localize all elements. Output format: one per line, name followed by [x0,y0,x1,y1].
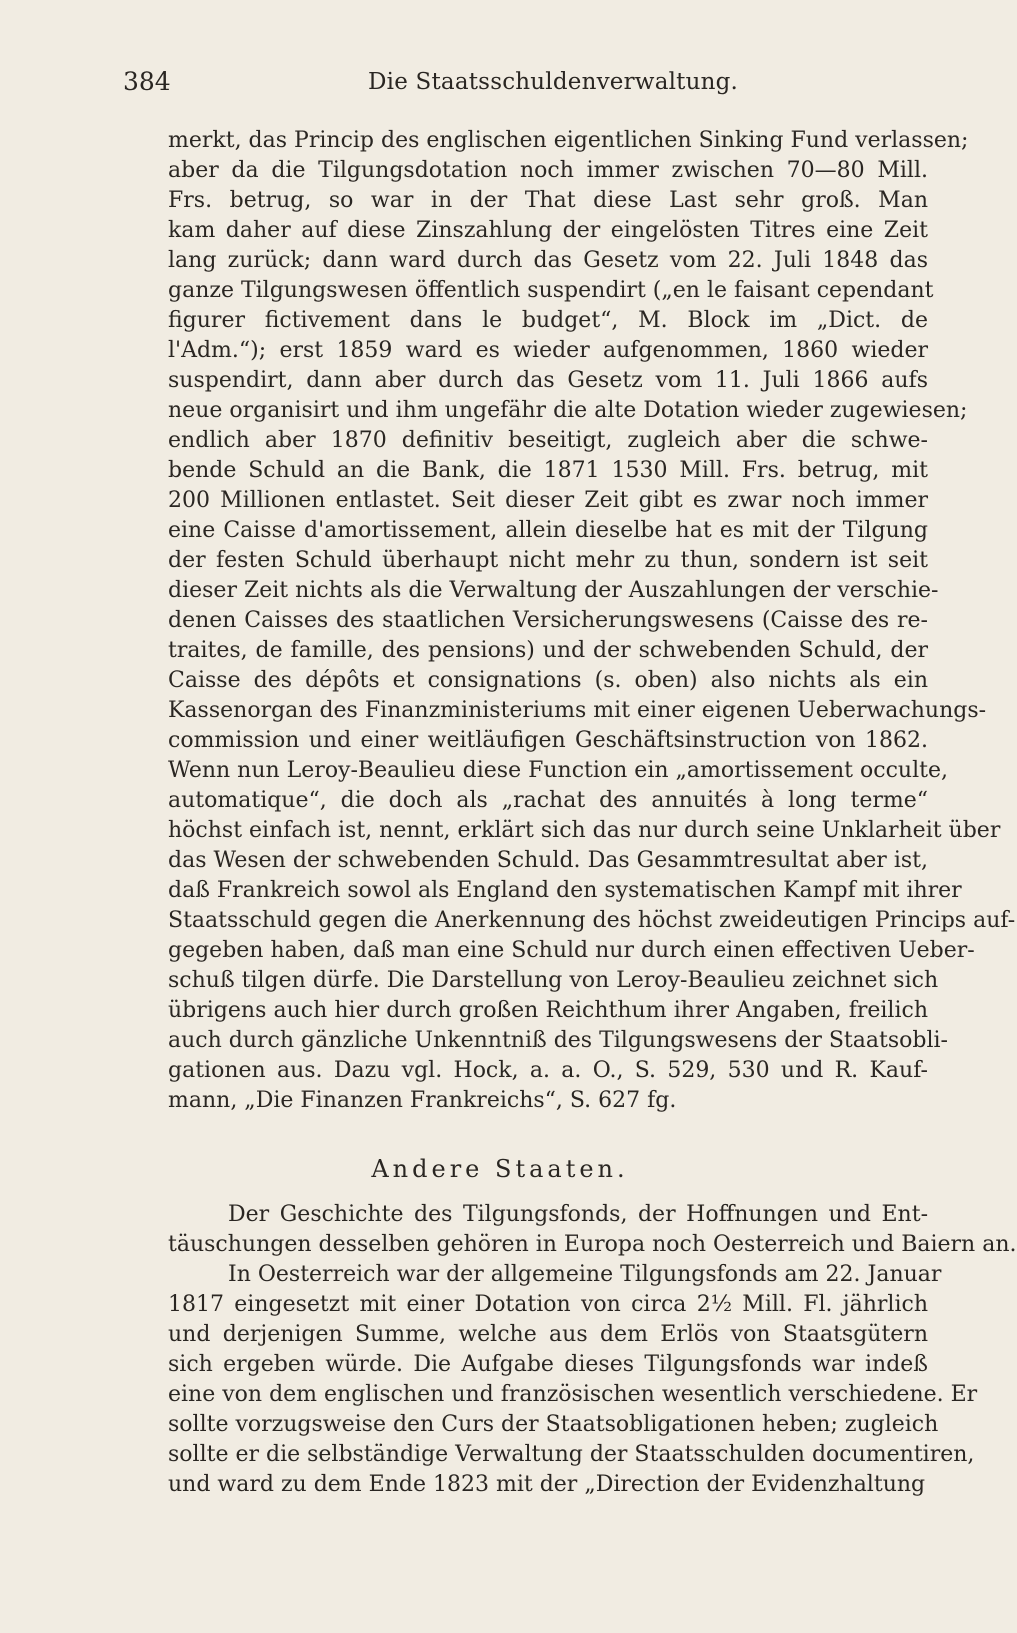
text-line: merkt, das Princip des englischen eigentlichen Sinking Fund verlassen; [168,128,969,153]
text-line: übrigens auch hier durch großen Reichthum ihrer Angaben, freilich [168,998,928,1023]
text-line: das Wesen der schwebenden Schuld. Das Gesammtresultat aber ist, [168,848,928,873]
text-line: höchst einfach ist, nennt, erklärt sich das nur durch seine Unklarheit über [168,818,1001,843]
text-line: sich ergeben würde. Die Aufgabe dieses Tilgungsfonds war indeß [168,1352,928,1377]
text-line: 200 Millionen entlastet. Seit dieser Zeit gibt es zwar noch immer [168,488,928,513]
text-line: auch durch gänzliche Unkenntniß des Tilgungswesens der Staatsobli- [168,1028,948,1053]
text-line: der festen Schuld überhaupt nicht mehr zu thun, sondern ist seit [168,548,928,573]
page-header [123,62,923,102]
text-line: In Oesterreich war der allgemeine Tilgungsfonds am 22. Januar [228,1262,942,1287]
text-line: daß Frankreich sowol als England den systematischen Kampf mit ihrer [168,878,962,903]
text-line: endlich aber 1870 definitiv beseitigt, zugleich aber die schwe- [168,428,928,453]
text-line: und derjenigen Summe, welche aus dem Erlös von Staatsgütern [168,1322,928,1347]
text-line: bende Schuld an die Bank, die 1871 1530 Mill. Frs. betrug, mit [168,458,928,483]
paragraph-main [168,126,1016,1116]
text-line: ganze Tilgungswesen öffentlich suspendirt („en le faisant cependant [168,278,934,303]
text-line: commission und einer weitläufigen Geschäftsinstruction von 1862. [168,728,928,753]
paragraph-oesterreich [168,1260,978,1500]
text-line: automatique“, die doch als „rachat des annuités à long terme“ [168,788,928,813]
text-line: sollte vorzugsweise den Curs der Staatsobligationen heben; zugleich [168,1412,939,1437]
text-line: lang zurück; dann ward durch das Gesetz vom 22. Juli 1848 das [168,248,928,273]
text-line: denen Caisses des staatlichen Versicherungswesens (Caisse des re- [168,608,928,633]
text-line: Staatsschuld gegen die Anerkennung des höchst zweideutigen Princips auf- [168,908,1016,933]
page-number: 384 [123,67,171,96]
text-line: Caisse des dépôts et consignations (s. oben) also nichts als ein [168,668,928,693]
text-line: eine von dem englischen und französischen wesentlich verschiedene. Er [168,1382,978,1407]
text-line: gationen aus. Dazu vgl. Hock, a. a. O., S. 529, 530 und R. Kauf- [168,1058,928,1083]
text-line: Der Geschichte des Tilgungsfonds, der Hoffnungen und Ent- [228,1202,928,1227]
text-line: figurer fictivement dans le budget“, M. Block im „Dict. de [168,308,928,333]
text-line: suspendirt, dann aber durch das Gesetz vom 11. Juli 1866 aufs [168,368,928,393]
text-line: traites, de famille, des pensions) und der schwebenden Schuld, der [168,638,928,663]
text-line: kam daher auf diese Zinszahlung der eingelösten Titres eine Zeit [168,218,928,243]
text-line: eine Caisse d'amortissement, allein dieselbe hat es mit der Tilgung [168,518,928,543]
text-line: gegeben haben, daß man eine Schuld nur durch einen effectiven Ueber- [168,938,975,963]
section-heading: Andere Staaten. [371,1155,629,1183]
text-line: schuß tilgen dürfe. Die Darstellung von Leroy-Beaulieu zeichnet sich [168,968,939,993]
text-line: sollte er die selbständige Verwaltung der Staatsschulden documentiren, [168,1442,975,1467]
text-line: aber da die Tilgungsdotation noch immer zwischen 70—80 Mill. [168,158,928,183]
text-line: 1817 eingesetzt mit einer Dotation von circa 2½ Mill. Fl. jährlich [168,1292,928,1317]
text-line: dieser Zeit nichts als die Verwaltung der Auszahlungen der verschie- [168,578,939,603]
text-line: und ward zu dem Ende 1823 mit der „Direction der Evidenzhaltung [168,1472,926,1497]
paragraph-intro [168,1200,1017,1260]
text-line: Kassenorgan des Finanzministeriums mit einer eigenen Ueberwachungs- [168,698,987,723]
text-line: Frs. betrug, so war in der That diese Last sehr groß. Man [168,188,928,213]
running-title: Die Staatsschuldenverwaltung. [368,69,739,95]
text-line: täuschungen desselben gehören in Europa noch Oesterreich und Baiern an. [168,1232,1017,1257]
text-line: Wenn nun Leroy-Beaulieu diese Function ein „amortissement occulte, [168,758,948,783]
text-line: l'Adm.“); erst 1859 ward es wieder aufgenommen, 1860 wieder [168,338,928,363]
section-andere-staaten [168,1200,1017,1500]
text-line: neue organisirt und ihm ungefähr die alte Dotation wieder zugewiesen; [168,398,968,423]
text-line: mann, „Die Finanzen Frankreichs“, S. 627 fg. [168,1088,677,1113]
